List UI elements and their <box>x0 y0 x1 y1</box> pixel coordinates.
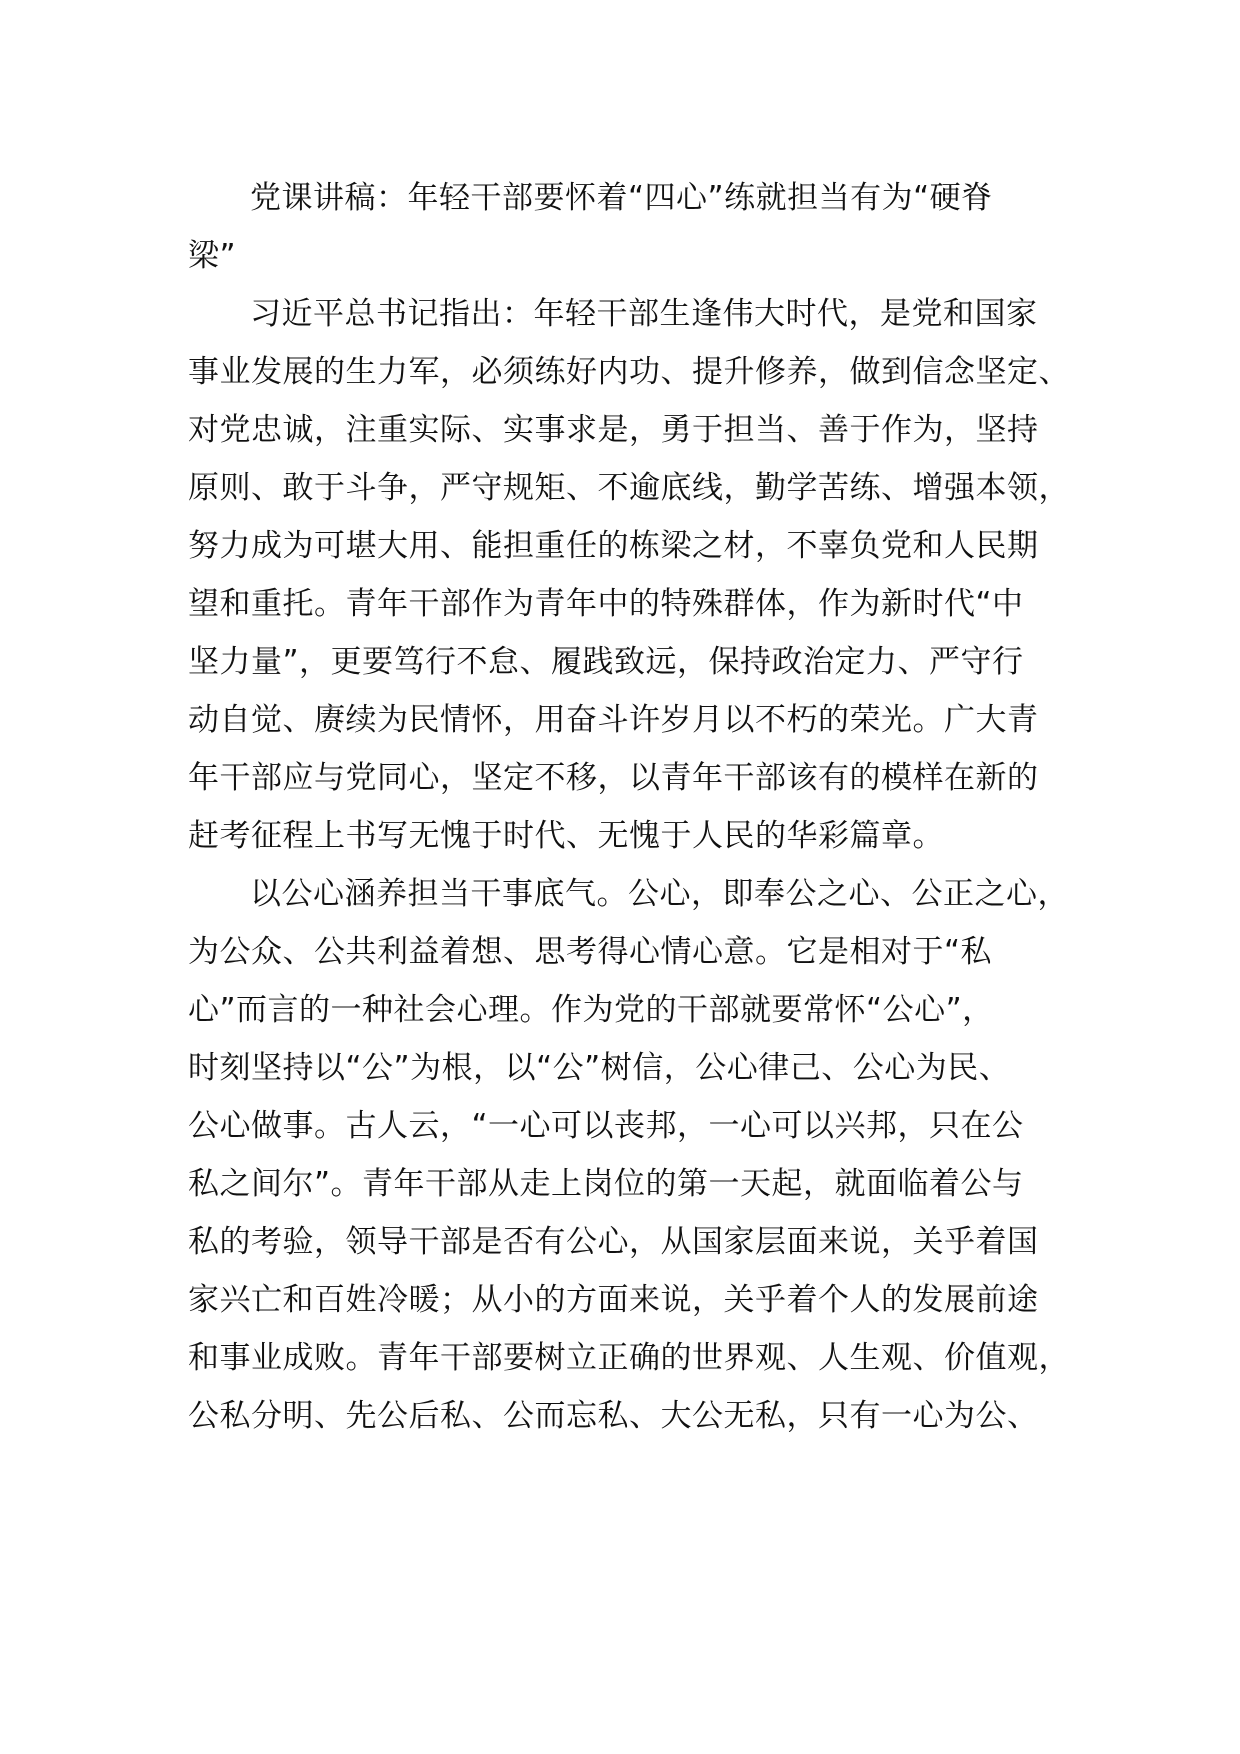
paragraph-2-line-4: 时刻坚持以“公”为根，以“公”树信，公心律己、公心为民、 <box>188 1050 1011 1086</box>
paragraph-2-line-3: 心”而言的一种社会心理。作为党的干部就要常怀“公心”， <box>188 992 994 1028</box>
paragraph-1-line-4: 原则、敢于斗争，严守规矩、不逾底线，勤学苦练、增强本领， <box>188 470 1070 506</box>
paragraph-2-line-7: 私的考验，领导干部是否有公心，从国家层面来说，关乎着国 <box>188 1224 1039 1260</box>
paragraph-2-line-5: 公心做事。古人云，“一心可以丧邦，一心可以兴邦，只在公 <box>188 1108 1024 1144</box>
paragraph-1-line-10: 赶考征程上书写无愧于时代、无愧于人民的华彩篇章。 <box>188 818 944 854</box>
paragraph-1-line-2: 事业发展的生力军，必须练好内功、提升修养，做到信念坚定、 <box>188 354 1070 390</box>
paragraph-1-line-3: 对党忠诚，注重实际、实事求是，勇于担当、善于作为，坚持 <box>188 412 1039 448</box>
paragraph-2-line-10: 公私分明、先公后私、公而忘私、大公无私，只有一心为公、 <box>188 1398 1039 1434</box>
paragraph-2-line-2: 为公众、公共利益着想、思考得心情心意。它是相对于“私 <box>188 934 993 970</box>
title-line-1: 党课讲稿：年轻干部要怀着“四心”练就担当有为“硬脊 <box>250 180 993 216</box>
paragraph-1-line-1: 习近平总书记指出：年轻干部生逢伟大时代，是党和国家 <box>250 296 1038 332</box>
paragraph-2-line-9: 和事业成败。青年干部要树立正确的世界观、人生观、价值观， <box>188 1340 1070 1376</box>
paragraph-1-line-6: 望和重托。青年干部作为青年中的特殊群体，作为新时代“中 <box>188 586 1024 622</box>
paragraph-2-line-8: 家兴亡和百姓冷暖；从小的方面来说，关乎着个人的发展前途 <box>188 1282 1039 1318</box>
title-line-2: 梁” <box>188 238 237 274</box>
paragraph-1-line-5: 努力成为可堪大用、能担重任的栋梁之材，不辜负党和人民期 <box>188 528 1039 564</box>
paragraph-2-line-1: 以公心涵养担当干事底气。公心，即奉公之心、公正之心， <box>250 876 1069 912</box>
paragraph-1-line-9: 年干部应与党同心，坚定不移，以青年干部该有的模样在新的 <box>188 760 1039 796</box>
paragraph-1-line-7: 坚力量”，更要笃行不怠、履践致远，保持政治定力、严守行 <box>188 644 1024 680</box>
paragraph-1-line-8: 动自觉、赓续为民情怀，用奋斗许岁月以不朽的荣光。广大青 <box>188 702 1039 738</box>
paragraph-2-line-6: 私之间尔”。青年干部从走上岗位的第一天起，就面临着公与 <box>188 1166 1024 1202</box>
